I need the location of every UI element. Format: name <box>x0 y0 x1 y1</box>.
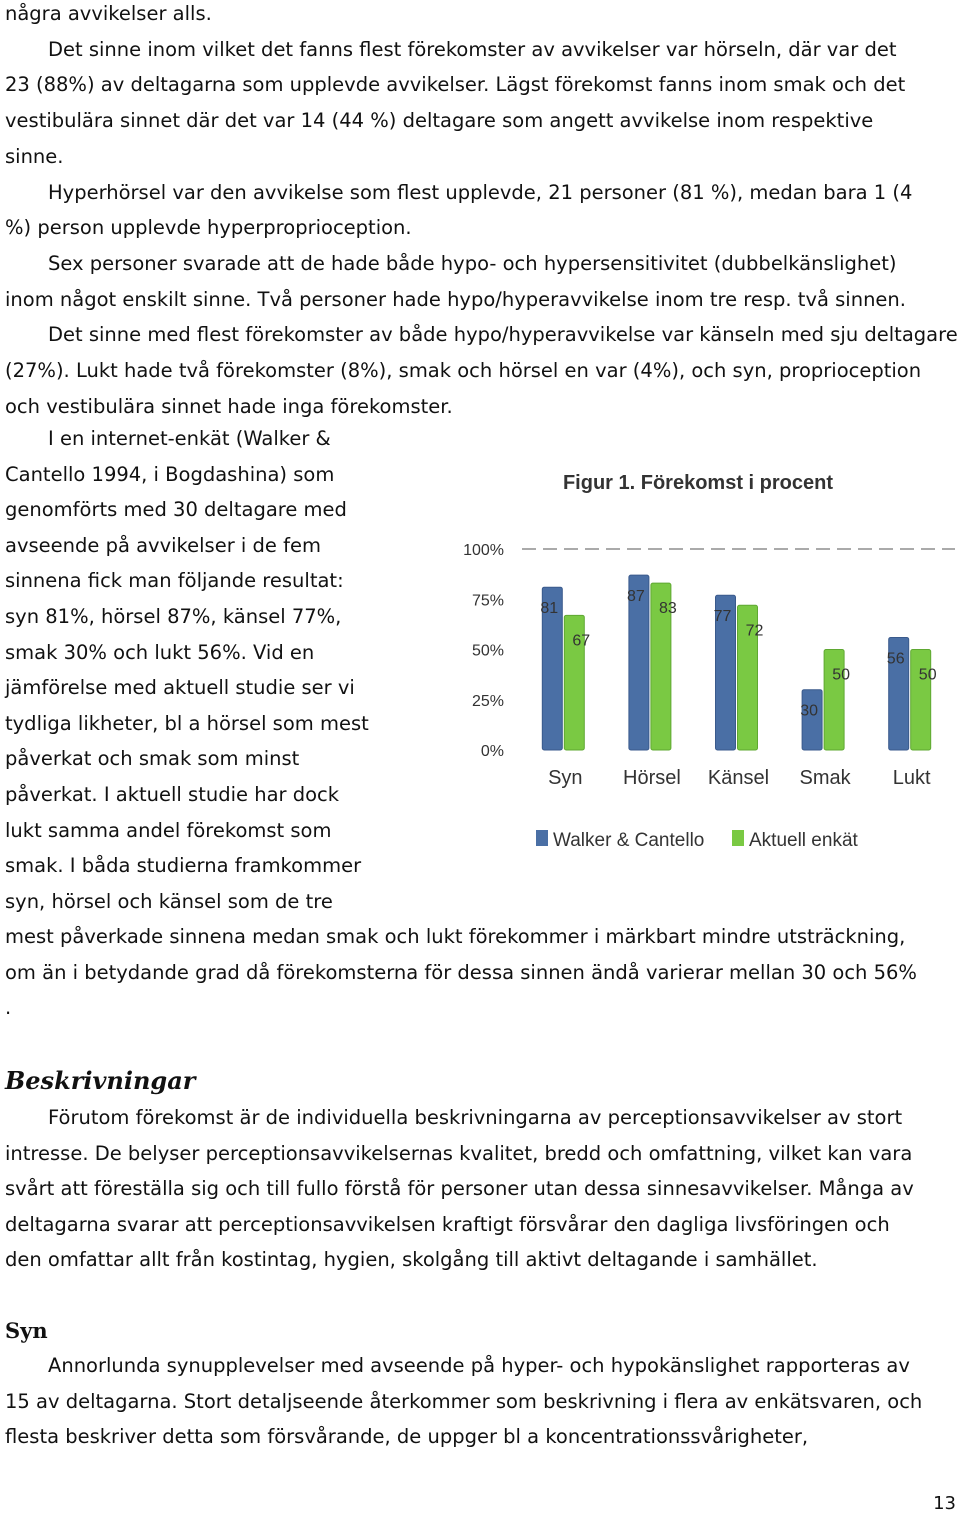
text-line: Förutom förekomst är de individuella beskrivningarna av perceptionsavvikelser av stort <box>48 1106 903 1129</box>
data-label: 50 <box>918 666 937 684</box>
text-line: svårt att föreställa sig och till fullo förstå för personer utan dessa sinnesavvikelser. Många av <box>5 1177 914 1201</box>
text-line: tydliga likheter, bl a hörsel som mest <box>5 711 369 735</box>
x-tick-label: Smak <box>799 767 851 789</box>
text-line: syn 81%, hörsel 87%, känsel 77%, <box>5 605 342 628</box>
text-line: %) person upplevde hyperproprioception. <box>5 216 412 240</box>
text-line: vestibulära sinnet där det var 14 (44 %) deltagare som angett avvikelse inom respektive <box>5 109 874 133</box>
y-tick-label: 50% <box>471 642 504 660</box>
text-line: 23 (88%) av deltagarna som upplevde avvikelser. Lägst förekomst fanns inom smak och det <box>5 73 906 97</box>
text-line: påverkat. I aktuell studie har dock <box>5 783 340 806</box>
page-number: 13 <box>933 1493 956 1514</box>
text-line: jämförelse med aktuell studie ser vi <box>5 676 355 700</box>
bar-aktuell-enkat <box>824 650 844 751</box>
text-line: syn, hörsel och känsel som de tre <box>5 889 333 913</box>
chart-title: Figur 1. Förekomst i procent <box>562 472 834 494</box>
text-line: sinne. <box>5 144 64 168</box>
text-line: Det sinne med flest förekomster av både hypo/hyperavvikelse var känseln med sju deltagare <box>48 323 958 347</box>
y-tick-label: 75% <box>471 592 504 610</box>
text-line: Sex personer svarade att de hade både hypo- och hypersensitivitet (dubbelkänslighet) <box>48 251 897 275</box>
x-tick-label: Hörsel <box>623 767 681 789</box>
section-heading-beskrivningar: Beskrivningar <box>5 1066 196 1095</box>
bar-aktuell-enkat <box>911 650 931 751</box>
text-line: avseende på avvikelser i de fem <box>5 533 321 557</box>
legend-label: Walker & Cantello <box>553 830 705 851</box>
y-tick-label: 25% <box>471 692 504 710</box>
legend-label: Aktuell enkät <box>749 830 858 851</box>
data-label: 56 <box>886 650 905 668</box>
text-line: Cantello 1994, i Bogdashina) som <box>5 462 335 486</box>
text-line: lukt samma andel förekomst som <box>5 818 332 842</box>
text-line: 15 av deltagarna. Stort detaljseende återkommer som beskrivning i flera av enkätsvaren, och <box>5 1389 923 1413</box>
data-label: 83 <box>659 600 677 618</box>
text-line: den omfattar allt från kostintag, hygien, skolgång till aktivt deltagande i samhället. <box>5 1248 818 1272</box>
text-line: smak 30% och lukt 56%. Vid en <box>5 640 315 664</box>
y-tick-label: 0% <box>480 743 504 760</box>
data-label: 50 <box>832 666 850 684</box>
text-line: deltagarna svarar att perceptionsavvikelsen kraftigt försvårar den dagliga livsföringen och <box>5 1212 890 1236</box>
chart-legend <box>536 830 859 851</box>
data-label: 77 <box>713 608 732 626</box>
text-line: Det sinne inom vilket det fanns flest förekomster av avvikelser var hörseln, där var det <box>48 37 897 61</box>
figure-1-bar-chart <box>440 460 960 860</box>
text-line: mest påverkade sinnena medan smak och lukt förekommer i märkbart mindre utsträckning, <box>5 925 906 948</box>
text-line: och vestibulära sinnet hade inga förekomster. <box>5 394 453 418</box>
text-line: (27%). Lukt hade två förekomster (8%), smak och hörsel en var (4%), och syn, proprioception <box>5 359 922 382</box>
data-label: 30 <box>800 702 818 720</box>
x-axis-labels <box>548 767 931 789</box>
data-label: 67 <box>572 632 591 650</box>
text-line: inom något enskilt sinne. Två personer hade hypo/hyperavvikelse inom tre resp. två sinnen. <box>5 287 906 311</box>
bar-walker-cantello <box>802 690 822 750</box>
text-line: Hyperhörsel var den avvikelse som flest upplevde, 21 personer (81 %), medan bara 1 (4 <box>48 180 913 204</box>
data-label: 87 <box>627 588 645 606</box>
text-line: I en internet-enkät (Walker & <box>48 427 331 450</box>
x-tick-label: Känsel <box>707 767 770 789</box>
x-tick-label: Lukt <box>892 767 931 789</box>
legend-swatch <box>732 830 744 846</box>
data-label: 81 <box>540 600 559 618</box>
y-axis-ticks <box>463 542 504 760</box>
y-tick-label: 100% <box>463 542 504 559</box>
x-tick-label: Syn <box>548 767 583 789</box>
section-heading-syn: Syn <box>5 1318 48 1343</box>
data-label: 72 <box>745 622 764 640</box>
text-line: Annorlunda synupplevelser med avseende på hyper- och hypokänslighet rapporteras av <box>48 1354 910 1377</box>
text-line: några avvikelser alls. <box>5 2 212 25</box>
text-line: flesta beskriver detta som försvårande, de uppger bl a koncentrationssvårigheter, <box>5 1425 809 1449</box>
text-line: . <box>5 996 12 1020</box>
text-line: smak. I båda studierna framkommer <box>5 854 362 878</box>
chart-bars <box>540 575 936 750</box>
text-line: intresse. De belyser perceptionsavvikelsernas kvalitet, bredd och omfattning, vilket kan vara <box>5 1141 913 1165</box>
text-line: påverkat och smak som minst <box>5 747 300 771</box>
text-line: sinnena fick man följande resultat: <box>5 569 344 593</box>
text-line: genomförts med 30 deltagare med <box>5 498 347 522</box>
legend-swatch <box>536 830 548 846</box>
text-line: om än i betydande grad då förekomsterna för dessa sinnen ändå varierar mellan 30 och 56% <box>5 960 917 984</box>
